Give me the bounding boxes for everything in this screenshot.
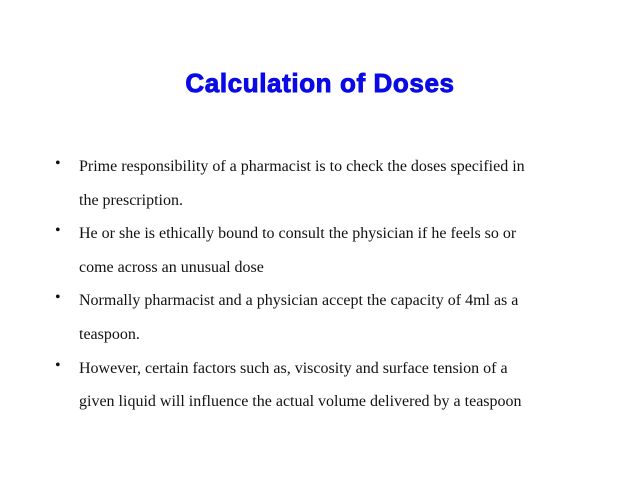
bullet-icon: • [55,289,61,307]
bullet-icon: • [55,155,61,172]
bullet-text-line: Prime responsibility of a pharmacist is to check the doses specified in [79,158,525,175]
bullet-text-line: teaspoon. [79,325,140,343]
bullet-item [0,284,640,351]
bullet-text-line: Normally pharmacist and a physician accept the capacity of 4ml as a [79,292,519,310]
bullet-item [0,150,640,217]
bullet-text-line: given liquid will influence the actual volume delivered by a teaspoon [79,393,522,411]
bullet-text-line: He or she is ethically bound to consult the physician if he feels so or [79,225,517,243]
slide-title: Calculation of Doses [185,68,455,98]
bullet-text-line: However, certain factors such as, viscosity and surface tension of a [79,359,508,377]
bullet-item [0,352,640,419]
bullet-text-line: come across an unusual dose [79,258,264,276]
bullet-icon: • [55,222,61,240]
bullet-list [0,150,640,419]
bullet-item [0,217,640,284]
bullet-text-line: the prescription. [79,191,183,209]
bullet-icon: • [55,356,61,374]
